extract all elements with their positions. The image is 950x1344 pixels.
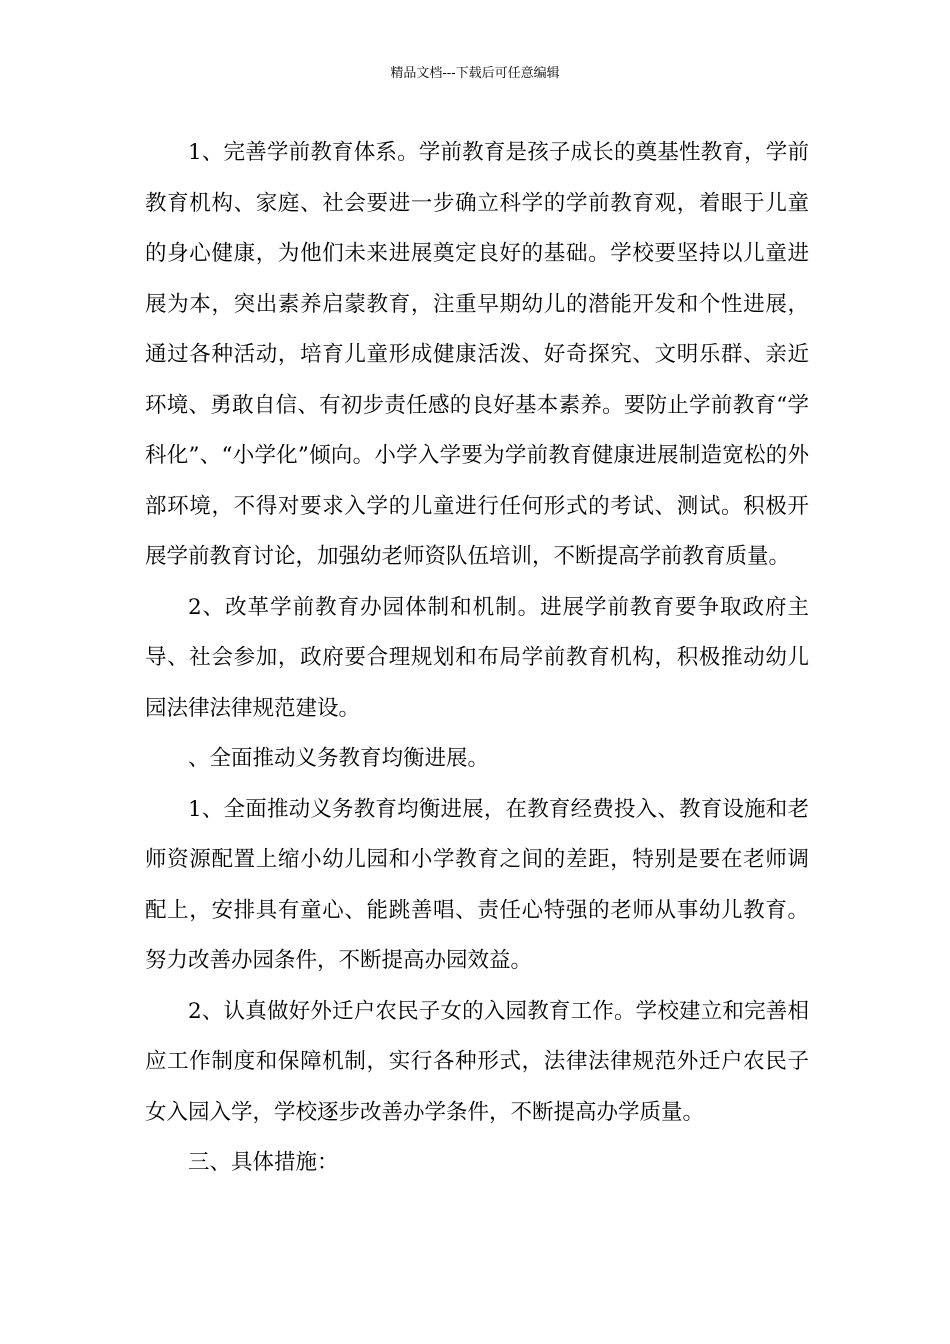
paragraph-migrant-children: 2、认真做好外迁户农民子女的入园教育工作。学校建立和完善相应工作制度和保障机制，实行各种形式，法律法律规范外迁户农民子女入园入学，学校逐步改善办学条件，不断提高办学质量。	[145, 998, 809, 1125]
paragraph-balanced-development: 1、全面推动义务教育均衡进展，在教育经费投入、教育设施和老师资源配置上缩小幼儿园和小学教育之间的差距，特别是要在老师调配上，安排具有童心、能跳善唱、责任心特强的老师从事幼儿教育。努力改善办园条件，不断提高办园效益。	[145, 796, 809, 973]
section-heading-specific-measures: 三、具体措施：	[188, 1150, 339, 1175]
paragraph-improve-preschool-system: 1、完善学前教育体系。学前教育是孩子成长的奠基性教育，学前教育机构、家庭、社会要进一步确立科学的学前教育观，着眼于儿童的身心健康，为他们未来进展奠定良好的基础。学校要坚持以儿童进展为本，突出素养启蒙教育，注重早期幼儿的潜能开发和个性进展，通过各种活动，培育儿童形成健康活泼、好奇探究、文明乐群、亲近环境、勇敢自信、有初步责任感的良好基本素养。要防止学前教育“学科化”、“小学化”倾向。小学入学要为学前教育健康进展制造宽松的外部环境，不得对要求入学的儿童进行任何形式的考试、测试。积极开展学前教育讨论，加强幼老师资队伍培训，不断提高学前教育质量。	[145, 140, 809, 569]
document-body	[145, 128, 809, 1189]
section-heading-compulsory-education: 、全面推动义务教育均衡进展。	[188, 746, 490, 771]
paragraph-reform-kindergarten-system: 2、改革学前教育办园体制和机制。进展学前教育要争取政府主导、社会参加，政府要合理规划和布局学前教育机构，积极推动幼儿园法律法律规范建设。	[145, 594, 809, 721]
page-header: 精品文档---下载后可任意编辑	[390, 66, 560, 81]
